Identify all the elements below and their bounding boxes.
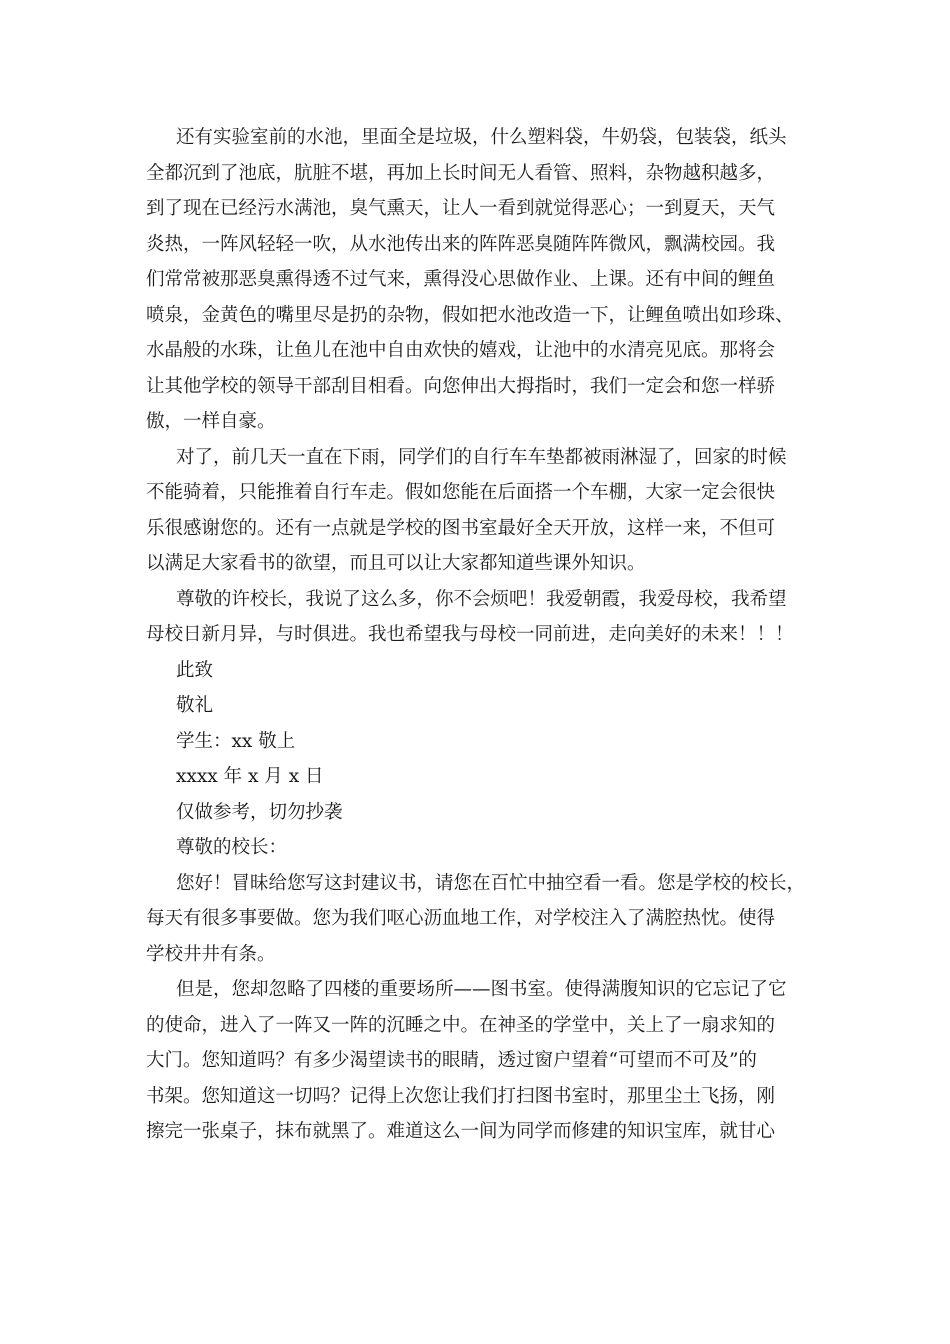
text-line: 全都沉到了池底，肮脏不堪，再加上长时间无人看管、照料，杂物越积越多， xyxy=(146,163,776,184)
date-line: xxxx 年 x 月 x 日 xyxy=(176,766,324,787)
text-line: 的使命，进入了一阵又一阵的沉睡之中。在神圣的学堂中，关上了一扇求知的 xyxy=(146,1015,776,1036)
closing-line: 敬礼 xyxy=(176,695,214,716)
text-line: 您好！冒昧给您写这封建议书，请您在百忙中抽空看一看。您是学校的校长， xyxy=(176,873,806,894)
text-line: 乐很感谢您的。还有一点就是学校的图书室最好全天开放，这样一来，不但可 xyxy=(146,518,776,539)
text-line: 书架。您知道这一切吗？记得上次您让我们打扫图书室时，那里尘土飞扬，刚 xyxy=(146,1086,776,1107)
salutation-line: 尊敬的校长： xyxy=(176,837,288,858)
text-line: 母校日新月异，与时俱进。我也希望我与母校一同前进，走向美好的未来！！！ xyxy=(146,624,794,645)
closing-line: 此致 xyxy=(176,660,214,681)
text-line: 不能骑着，只能推着自行车走。假如您能在后面搭一个车棚，大家一定会很快 xyxy=(146,482,776,503)
text-line: 但是，您却忽略了四楼的重要场所——图书室。使得满腹知识的它忘记了它 xyxy=(176,979,787,1000)
text-line: 炎热，一阵风轻轻一吹，从水池传出来的阵阵恶臭随阵阵微风，飘满校园。我 xyxy=(146,234,776,255)
text-line: 擦完一张桌子，抹布就黑了。难道这么一间为同学而修建的知识宝库，就甘心 xyxy=(146,1121,776,1142)
text-line: 尊敬的许校长，我说了这么多，你不会烦吧！我爱朝霞，我爱母校，我希望 xyxy=(176,589,787,610)
text-line: 以满足大家看书的欲望，而且可以让大家都知道些课外知识。 xyxy=(146,553,646,574)
text-line: 大门。您知道吗？有多少渴望读书的眼睛，透过窗户望着“可望而不可及”的 xyxy=(146,1050,757,1071)
text-line: 让其他学校的领导干部刮目相看。向您伸出大拇指时，我们一定会和您一样骄 xyxy=(146,376,776,397)
text-line: 喷泉，金黄色的嘴里尽是扔的杂物，假如把水池改造一下，让鲤鱼喷出如珍珠、 xyxy=(146,305,794,326)
text-line: 还有实验室前的水池，里面全是垃圾，什么塑料袋，牛奶袋，包装袋，纸头 xyxy=(176,127,787,148)
text-line: 每天有很多事要做。您为我们呕心沥血地工作，对学校注入了满腔热忱。使得 xyxy=(146,908,776,929)
text-line: 到了现在已经污水满池，臭气熏天，让人一看到就觉得恶心；一到夏天，天气 xyxy=(146,198,776,219)
text-line: 对了，前几天一直在下雨，同学们的自行车车垫都被雨淋湿了，回家的时候 xyxy=(176,447,787,468)
text-line: 水晶般的水珠，让鱼儿在池中自由欢快的嬉戏，让池中的水清亮见底。那将会 xyxy=(146,340,776,361)
text-line: 傲，一样自豪。 xyxy=(146,411,276,432)
signature-line: 学生：xx 敬上 xyxy=(176,731,296,752)
text-line: 学校井井有条。 xyxy=(146,944,276,965)
note-line: 仅做参考，切勿抄袭 xyxy=(176,802,343,823)
text-line: 们常常被那恶臭熏得透不过气来，熏得没心思做作业、上课。还有中间的鲤鱼 xyxy=(146,269,776,290)
